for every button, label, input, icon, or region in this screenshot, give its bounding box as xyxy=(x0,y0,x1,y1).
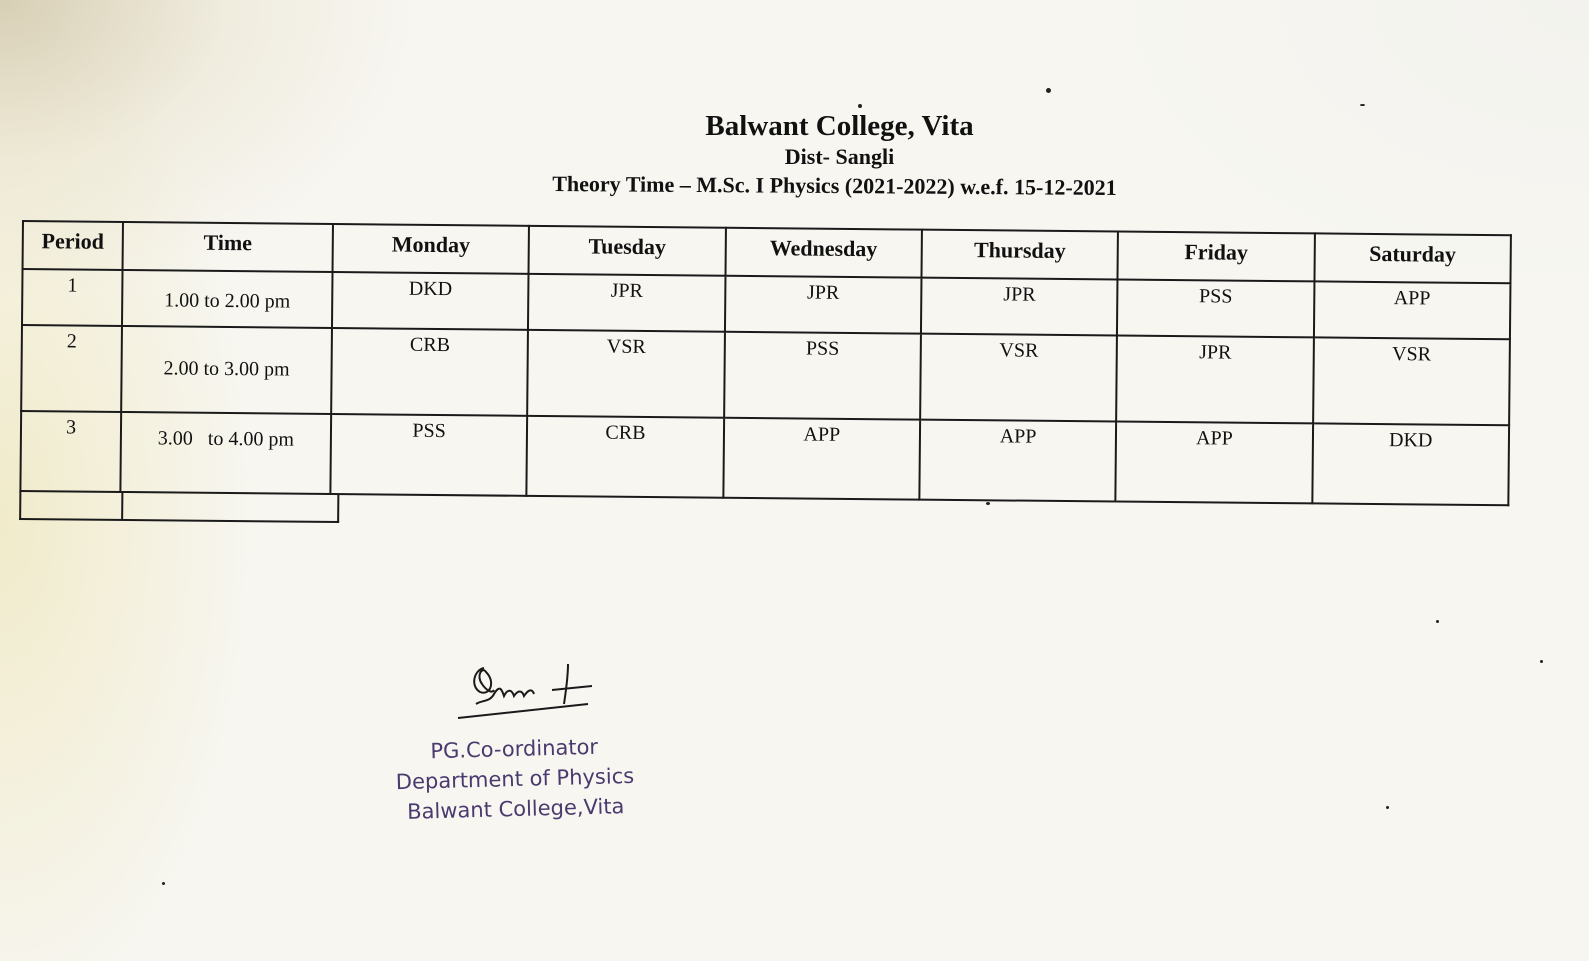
table-row xyxy=(20,411,1509,505)
speck xyxy=(162,882,165,885)
speck xyxy=(1386,806,1389,809)
col-header-saturday: Saturday xyxy=(1314,233,1511,283)
slot-cell: APP xyxy=(1116,422,1313,504)
slot-cell: DKD xyxy=(332,272,529,330)
slot-cell: APP xyxy=(919,420,1116,502)
period-time-extension xyxy=(19,492,339,523)
stamp-line-college: Balwant College,Vita xyxy=(406,794,625,824)
time-cell xyxy=(121,326,332,414)
slot-cell: CRB xyxy=(527,416,724,498)
col-header-wednesday: Wednesday xyxy=(725,228,922,278)
speck xyxy=(1360,104,1365,106)
slot-cell: DKD xyxy=(1312,423,1509,505)
table-row xyxy=(21,325,1510,425)
slot-cell: PSS xyxy=(724,332,921,420)
slot-cell: JPR xyxy=(528,274,725,332)
period-cell: 1 xyxy=(22,269,123,326)
slot-cell: VSR xyxy=(1313,337,1510,425)
stamp-line-department: Department of Physics xyxy=(395,763,635,795)
slot-cell: VSR xyxy=(527,330,724,418)
col-header-thursday: Thursday xyxy=(921,230,1118,280)
time-text: 3.00 to 4.00 pm xyxy=(157,427,295,451)
speck xyxy=(986,502,990,505)
col-header-friday: Friday xyxy=(1118,232,1315,282)
department-stamp xyxy=(394,731,636,827)
document-header xyxy=(0,108,1589,202)
district-line: Dist- Sangli xyxy=(784,144,895,169)
time-text: 1.00 to 2.00 pm xyxy=(164,289,291,313)
speck xyxy=(1436,620,1439,623)
timetable-subtitle: Theory Time – M.Sc. I Physics (2021-2022) w.e.f. 15-12-2021 xyxy=(552,171,1117,200)
slot-cell: JPR xyxy=(1116,336,1313,424)
speck xyxy=(858,104,862,108)
timetable-container xyxy=(19,220,1512,506)
slot-cell: APP xyxy=(723,418,920,500)
period-cell: 2 xyxy=(21,325,122,412)
slot-cell: APP xyxy=(1314,281,1511,339)
slot-cell: VSR xyxy=(920,334,1117,422)
signature xyxy=(456,660,606,724)
slot-cell: PSS xyxy=(330,414,527,496)
time-text: 2.00 to 3.00 pm xyxy=(163,357,290,381)
slot-cell: JPR xyxy=(921,278,1118,336)
college-name: Balwant College, Vita xyxy=(705,110,974,142)
col-header-period: Period xyxy=(23,221,123,270)
slot-cell: JPR xyxy=(725,276,922,334)
timetable xyxy=(19,220,1512,506)
speck xyxy=(1540,660,1543,663)
period-cell: 3 xyxy=(20,411,121,492)
slot-cell: CRB xyxy=(331,328,528,416)
time-cell xyxy=(122,270,333,328)
speck xyxy=(1046,88,1051,93)
time-cell xyxy=(120,412,331,494)
col-header-tuesday: Tuesday xyxy=(529,226,726,276)
slot-cell: PSS xyxy=(1117,280,1314,338)
column-divider xyxy=(121,493,123,519)
col-header-time: Time xyxy=(123,222,333,272)
col-header-monday: Monday xyxy=(333,224,530,274)
stamp-line-title: PG.Co-ordinator xyxy=(430,734,599,764)
